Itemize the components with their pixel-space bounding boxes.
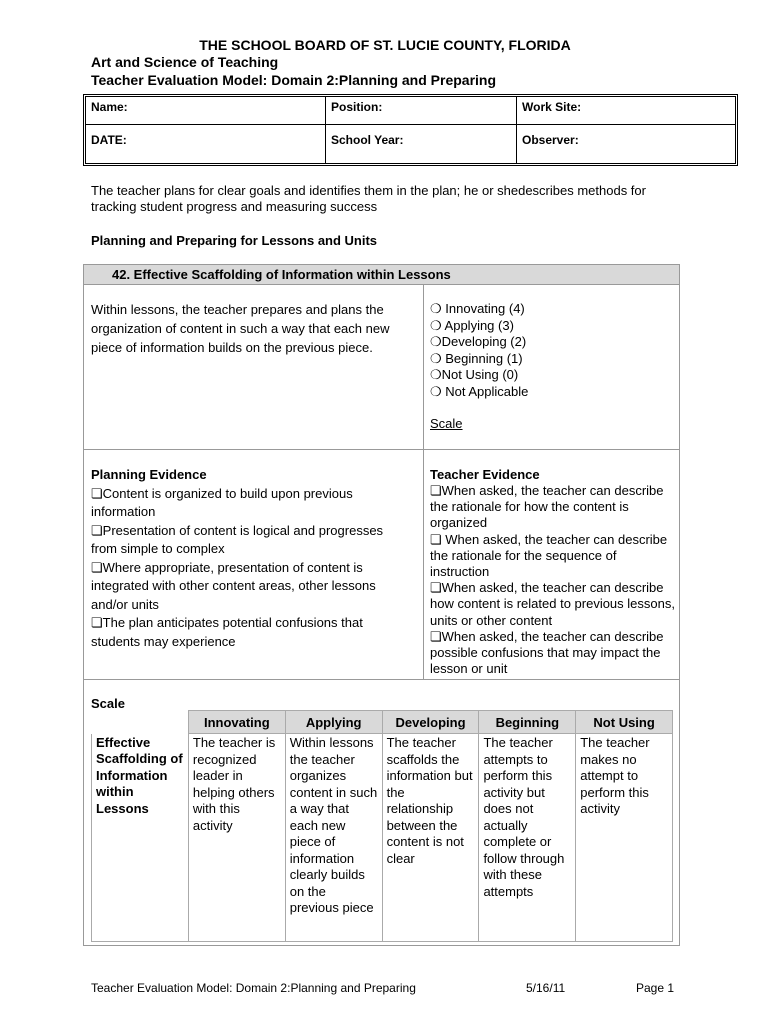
rubric-row-label: Effective Scaffolding of Information within Lessons — [92, 734, 189, 942]
document-subtitle: Art and Science of Teaching — [91, 54, 279, 70]
divider — [84, 679, 679, 680]
planning-evidence-item[interactable]: ❏Presentation of content is logical and progresses from simple to complex — [91, 522, 384, 556]
element-description: Within lessons, the teacher prepares and plans the organization of content in such a way that each new piece of information builds on the previous piece. — [91, 302, 390, 355]
rating-option-not-using[interactable]: ❍Not Using (0) — [430, 367, 519, 382]
planning-evidence-item[interactable]: ❏Where appropriate, presentation of content is integrated with other content areas, other lessons and/or units — [91, 559, 376, 612]
teacher-evidence-heading: Teacher Evidence — [430, 467, 540, 482]
rubric-cell-innovating: The teacher is recognized leader in helping others with this activity — [188, 734, 285, 942]
scale-title: Scale — [91, 696, 125, 711]
section-title: Planning and Preparing for Lessons and Units — [91, 233, 378, 248]
rubric-cell-not-using: The teacher makes no attempt to perform this activity — [576, 734, 673, 942]
position-field-label: Position: — [331, 100, 383, 114]
teacher-evidence-item[interactable]: ❏When asked, the teacher can describe how content is related to previous lessons, units or other content — [430, 580, 675, 628]
school-year-field-label: School Year: — [331, 133, 404, 147]
planning-evidence-heading: Planning Evidence — [91, 467, 207, 482]
footer-title: Teacher Evaluation Model: Domain 2:Planning and Preparing — [91, 981, 416, 995]
planning-evidence — [91, 466, 411, 651]
rubric-header-beginning: Beginning — [479, 711, 576, 734]
date-field-label: DATE: — [91, 133, 127, 147]
scale-link[interactable]: Scale — [430, 416, 463, 431]
rubric-header-innovating: Innovating — [188, 711, 285, 734]
teacher-evidence-item[interactable]: ❏ When asked, the teacher can describe the rationale for the sequence of instruction — [430, 531, 668, 580]
rubric-header-applying: Applying — [285, 711, 382, 734]
rubric-corner — [92, 711, 189, 734]
rating-option-beginning[interactable]: ❍ Beginning (1) — [430, 350, 523, 366]
work-site-field-label: Work Site: — [522, 100, 582, 114]
divider — [84, 449, 679, 450]
domain-intro: The teacher plans for clear goals and identifies them in the plan; he or shedescribes methods for tracking student progress and measuring success — [91, 183, 646, 214]
teacher-evidence-item[interactable]: ❏When asked, the teacher can describe possible confusions that may impact the lesson or unit — [430, 628, 664, 677]
footer-page-number: Page 1 — [636, 981, 675, 995]
rubric-cell-applying: Within lessons the teacher organizes content in such a way that each new piece of information clearly builds on the previous piece — [285, 734, 382, 942]
name-field-label: Name: — [91, 100, 128, 114]
rubric-cell-developing: The teacher scaffolds the information but the relationship between the content is not clear — [382, 734, 479, 942]
rating-option-innovating[interactable]: ❍ Innovating (4) — [430, 301, 525, 316]
document-title: THE SCHOOL BOARD OF ST. LUCIE COUNTY, FLORIDA — [199, 37, 571, 53]
planning-evidence-item[interactable]: ❏Content is organized to build upon previous information — [91, 485, 353, 519]
divider — [423, 285, 424, 679]
rubric-header-developing: Developing — [382, 711, 479, 734]
teacher-evidence — [430, 466, 675, 677]
rating-option-not-applicable[interactable]: ❍ Not Applicable — [430, 383, 529, 399]
footer-date: 5/16/11 — [526, 981, 566, 995]
rating-option-applying[interactable]: ❍ Applying (3) — [430, 317, 514, 333]
teacher-evidence-item[interactable]: ❏When asked, the teacher can describe the rationale for how the content is organized — [430, 483, 664, 531]
rating-option-developing[interactable]: ❍Developing (2) — [430, 334, 527, 349]
rating-options — [430, 301, 528, 400]
document-model-title: Teacher Evaluation Model: Domain 2:Planning and Preparing — [91, 72, 497, 88]
planning-evidence-item[interactable]: ❏The plan anticipates potential confusions that students may experience — [91, 615, 363, 649]
rubric-cell-beginning: The teacher attempts to perform this activity but does not actually complete or follow through with these attempts — [479, 734, 576, 942]
rubric-header-not-using: Not Using — [576, 711, 673, 734]
element-header — [84, 265, 679, 285]
teacher-info-table — [83, 94, 738, 166]
scale-rubric-table — [91, 710, 673, 942]
element-title: 42. Effective Scaffolding of Information within Lessons — [112, 267, 451, 282]
observer-field-label: Observer: — [522, 133, 579, 147]
